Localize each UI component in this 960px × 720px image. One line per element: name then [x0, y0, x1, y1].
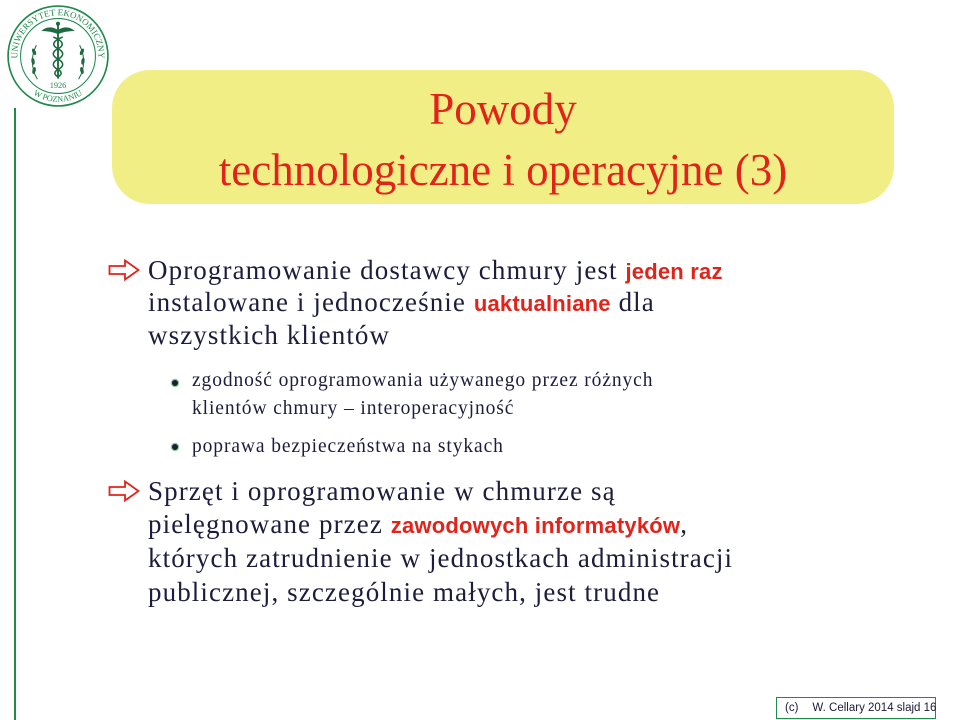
text-run: instalowane i jednocześnie: [148, 287, 474, 317]
highlighted-text-run: zawodowych informatyków: [390, 513, 681, 538]
highlighted-text-run: jeden raz: [625, 259, 723, 284]
slide-title-line-2: technologiczne i operacyjne (3): [218, 145, 788, 195]
text-run: których zatrudnienie w jednostkach administracji: [148, 543, 734, 573]
text-run: publicznej, szczególnie małych, jest trudne: [148, 577, 661, 607]
sub-bullet-1-line-2: klientów chmury – interoperacyjność: [192, 398, 515, 419]
bullet-2-line-1: [148, 478, 616, 505]
highlighted-text-run: uaktualniane: [473, 291, 611, 316]
university-seal-logo: [6, 4, 110, 108]
bullet-2-line-2: [148, 511, 688, 538]
slide-footer: [776, 697, 936, 719]
bullet-2-line-3: [148, 545, 733, 572]
bullet-1-line-1: [148, 257, 723, 284]
text-run: pielęgnowane przez: [148, 509, 391, 539]
sub-bullet-2-line-1: poprawa bezpieczeństwa na stykach: [192, 436, 504, 457]
dot-bullet-icon: [170, 378, 180, 388]
outline-arrow-right-icon: [108, 480, 140, 502]
text-run: Sprzęt i oprogramowanie w chmurze są: [148, 476, 616, 506]
bullet-1-line-2: [148, 289, 655, 316]
text-run: wszystkich klientów: [148, 320, 391, 350]
seal-ring-top-text: UNIWERSYTET EKONOMICZNY: [9, 7, 107, 59]
seal-ring-bottom-text: W POZNANIU: [32, 88, 84, 104]
bullet-1-line-3: [148, 322, 390, 349]
footer-copyright: (c): [785, 702, 799, 714]
seal-year: 1926: [49, 81, 67, 91]
title-banner: [112, 70, 894, 204]
footer-credit: W. Cellary 2014 slajd 16: [812, 702, 937, 714]
dot-bullet-icon: [170, 442, 180, 452]
bullet-2-line-4: [148, 579, 660, 606]
sub-bullet-1-line-1: zgodność oprogramowania używanego przez różnych: [192, 370, 654, 391]
slide-title-line-1: Powody: [429, 84, 577, 134]
text-run: ,: [680, 509, 689, 539]
outline-arrow-right-icon: [108, 259, 140, 281]
text-run: dla: [610, 287, 655, 317]
text-run: Oprogramowanie dostawcy chmury jest: [148, 255, 626, 285]
left-margin-rule: [14, 108, 16, 720]
